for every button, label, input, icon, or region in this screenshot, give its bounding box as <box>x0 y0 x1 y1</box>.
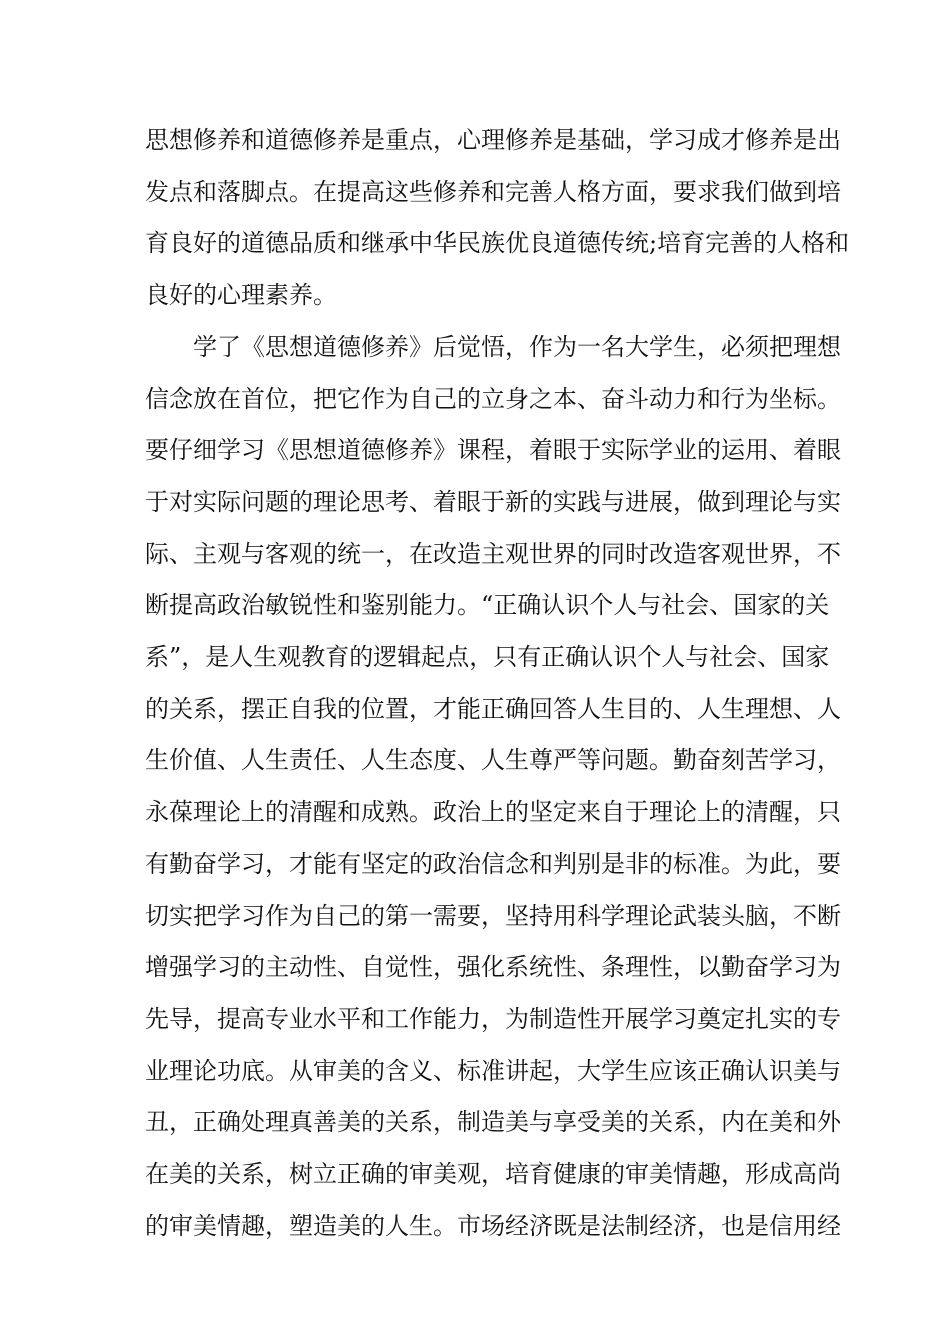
paragraph-2-line: 际、主观与客观的统一，在改造主观世界的同时改造客观世界，不 <box>145 540 841 568</box>
paragraph-2-line: 的审美情趣，塑造美的人生。市场经济既是法制经济，也是信用经 <box>145 1212 841 1240</box>
paragraph-1-line: 发点和落脚点。在提高这些修养和完善人格方面，要求我们做到培 <box>145 178 841 206</box>
paragraph-2-line: 断提高政治敏锐性和鉴别能力。“正确认识个人与社会、国家的关 <box>145 591 830 619</box>
paragraph-2-line: 生价值、人生责任、人生态度、人生尊严等问题。勤奋刻苦学习， <box>145 746 841 774</box>
paragraph-2-line: 于对实际问题的理论思考、着眼于新的实践与进展，做到理论与实 <box>145 488 841 516</box>
paragraph-2-line: 学了《思想道德修养》后觉悟，作为一名大学生，必须把理想 <box>193 333 841 361</box>
paragraph-2-line: 永葆理论上的清醒和成熟。政治上的坚定来自于理论上的清醒，只 <box>145 798 841 826</box>
paragraph-2-line: 系”，是人生观教育的逻辑起点，只有正确认识个人与社会、国家 <box>145 643 830 671</box>
paragraph-1-line: 良好的心理素养。 <box>145 281 337 309</box>
paragraph-2-line: 在美的关系，树立正确的审美观，培育健康的审美情趣，形成高尚 <box>145 1160 841 1188</box>
paragraph-2-line: 信念放在首位，把它作为自己的立身之本、奋斗动力和行为坐标。 <box>145 385 841 413</box>
paragraph-2-line: 切实把学习作为自己的第一需要，坚持用科学理论武装头脑，不断 <box>145 902 841 930</box>
paragraph-2-line: 增强学习的主动性、自觉性，强化系统性、条理性，以勤奋学习为 <box>145 953 841 981</box>
paragraph-2-line: 先导，提高专业水平和工作能力，为制造性开展学习奠定扎实的专 <box>145 1005 841 1033</box>
paragraph-2-line: 要仔细学习《思想道德修养》课程，着眼于实际学业的运用、着眼 <box>145 436 841 464</box>
paragraph-1-line: 思想修养和道德修养是重点，心理修养是基础，学习成才修养是出 <box>145 126 841 154</box>
paragraph-2-line: 业理论功底。从审美的含义、标准讲起，大学生应该正确认识美与 <box>145 1057 841 1085</box>
paragraph-2-line: 丑，正确处理真善美的关系，制造美与享受美的关系，内在美和外 <box>145 1108 841 1136</box>
paragraph-2-line: 的关系，摆正自我的位置，才能正确回答人生目的、人生理想、人 <box>145 695 841 723</box>
paragraph-1-line: 育良好的道德品质和继承中华民族优良道德传统;培育完善的人格和 <box>145 229 850 257</box>
paragraph-2-line: 有勤奋学习，才能有坚定的政治信念和判别是非的标准。为此，要 <box>145 850 841 878</box>
